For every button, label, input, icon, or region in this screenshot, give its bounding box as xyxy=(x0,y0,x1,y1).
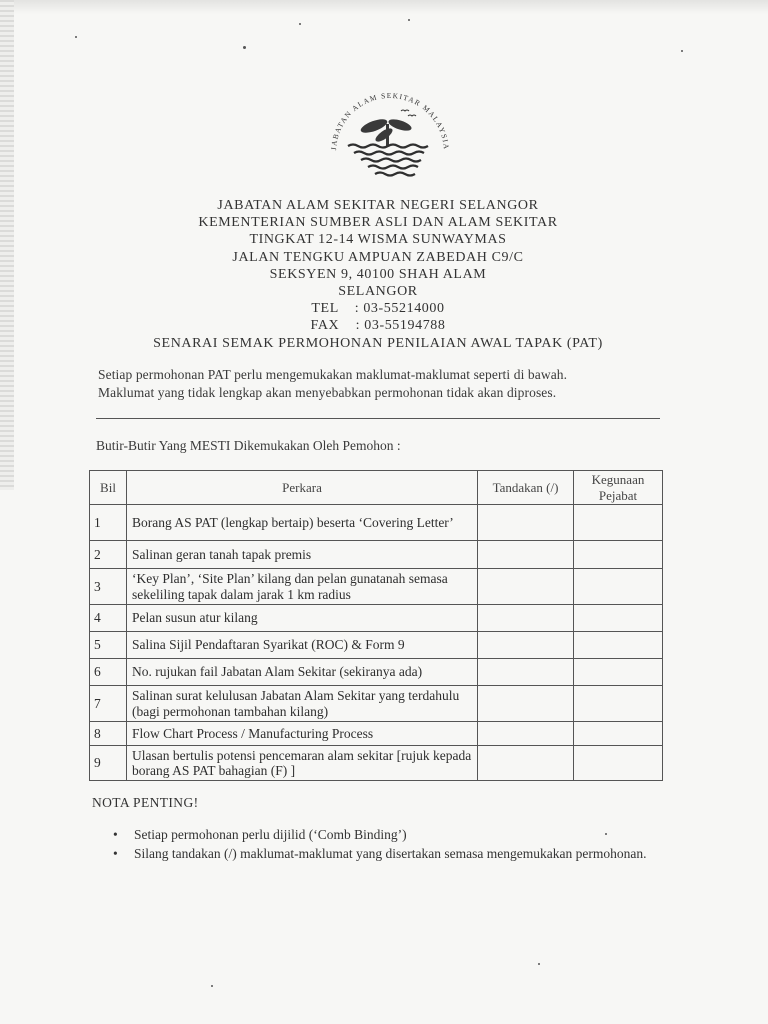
bullet-icon: • xyxy=(113,827,118,842)
table-row xyxy=(90,746,663,781)
header-line-state: SELANGOR xyxy=(338,284,418,300)
scan-speck xyxy=(211,985,213,987)
tick-cell[interactable] xyxy=(478,659,574,686)
row-item: Salinan geran tanah tapak premis xyxy=(127,541,478,569)
tick-cell[interactable] xyxy=(478,605,574,632)
intro-line-2: Maklumat yang tidak lengkap akan menyebabkan permohonan tidak akan diproses. xyxy=(98,385,557,400)
tick-cell[interactable] xyxy=(478,632,574,659)
row-number: 1 xyxy=(90,505,127,541)
divider-line xyxy=(96,418,660,419)
row-number: 4 xyxy=(90,605,127,632)
header-line-fax: FAX : 03-55194788 xyxy=(310,318,446,334)
list-item xyxy=(110,826,670,843)
row-number: 2 xyxy=(90,541,127,569)
note-text: Setiap permohonan perlu dijilid (‘Comb Binding’) xyxy=(134,827,407,842)
office-use-cell xyxy=(574,569,663,605)
scan-speck xyxy=(243,46,246,49)
tick-cell[interactable] xyxy=(478,569,574,605)
table-row xyxy=(90,659,663,686)
scan-edge-left xyxy=(0,0,14,490)
row-item: Borang AS PAT (lengkap bertaip) beserta ‘Covering Letter’ xyxy=(127,505,478,541)
header-line-building: TINGKAT 12-14 WISMA SUNWAYMAS xyxy=(249,232,507,248)
intro-paragraph xyxy=(98,366,698,402)
col-header-tandakan: Tandakan (/) xyxy=(478,471,574,505)
office-use-cell xyxy=(574,505,663,541)
header-line-postcode: SEKSYEN 9, 40100 SHAH ALAM xyxy=(269,266,487,282)
col-header-kegunaan-pejabat: Kegunaan Pejabat xyxy=(574,471,663,505)
tick-cell[interactable] xyxy=(478,722,574,746)
note-text: Silang tandakan (/) maklumat-maklumat yang disertakan semasa mengemukakan permohonan. xyxy=(134,846,647,861)
row-item: ‘Key Plan’, ‘Site Plan’ kilang dan pelan gunatanah semasa sekeliling tapak dalam jarak 1 km radius xyxy=(127,569,478,605)
tick-cell[interactable] xyxy=(478,746,574,781)
table-row xyxy=(90,569,663,605)
document-title: SENARAI SEMAK PERMOHONAN PENILAIAN AWAL TAPAK (PAT) xyxy=(153,335,603,351)
office-use-cell xyxy=(574,605,663,632)
row-item: Pelan susun atur kilang xyxy=(127,605,478,632)
table-row xyxy=(90,686,663,722)
scan-speck xyxy=(538,963,540,965)
row-number: 5 xyxy=(90,632,127,659)
scan-speck xyxy=(681,50,683,52)
table-row xyxy=(90,632,663,659)
office-use-cell xyxy=(574,746,663,781)
table-row xyxy=(90,605,663,632)
header-line-tel: TEL : 03-55214000 xyxy=(311,301,445,317)
table-header-row xyxy=(90,471,663,505)
row-item: Ulasan bertulis potensi pencemaran alam sekitar [rujuk kepada borang AS PAT bahagian (F) ] xyxy=(127,746,478,781)
table-row xyxy=(90,505,663,541)
scan-edge-top xyxy=(14,0,768,14)
office-use-cell xyxy=(574,541,663,569)
department-logo xyxy=(318,90,458,190)
header-line-street: JALAN TENGKU AMPUAN ZABEDAH C9/C xyxy=(232,249,524,265)
checklist-table xyxy=(89,470,663,781)
checklist-subheading: Butir-Butir Yang MESTI Dikemukakan Oleh Pemohon : xyxy=(96,438,401,453)
col-header-perkara: Perkara xyxy=(127,471,478,505)
row-number: 7 xyxy=(90,686,127,722)
row-item: Flow Chart Process / Manufacturing Process xyxy=(127,722,478,746)
scan-speck xyxy=(299,23,301,25)
table-row xyxy=(90,541,663,569)
col-header-bil: Bil xyxy=(90,471,127,505)
row-number: 6 xyxy=(90,659,127,686)
office-use-cell xyxy=(574,659,663,686)
tick-cell[interactable] xyxy=(478,686,574,722)
office-use-cell xyxy=(574,722,663,746)
intro-line-1: Setiap permohonan PAT perlu mengemukakan maklumat-maklumat seperti di bawah. xyxy=(98,367,568,382)
row-number: 3 xyxy=(90,569,127,605)
address-header xyxy=(100,197,656,352)
row-item: Salinan surat kelulusan Jabatan Alam Sekitar yang terdahulu (bagi permohonan tambahan kilang) xyxy=(127,686,478,722)
logo-arc-text: JABATAN ALAM SEKITAR MALAYSIA xyxy=(329,91,452,151)
scan-speck xyxy=(408,19,410,21)
bullet-icon: • xyxy=(113,846,118,861)
table-row xyxy=(90,722,663,746)
scan-speck xyxy=(75,36,77,38)
row-number: 8 xyxy=(90,722,127,746)
header-line-ministry: KEMENTERIAN SUMBER ASLI DAN ALAM SEKITAR xyxy=(198,215,558,231)
tick-cell[interactable] xyxy=(478,505,574,541)
header-line-department: JABATAN ALAM SEKITAR NEGERI SELANGOR xyxy=(217,198,539,213)
row-number: 9 xyxy=(90,746,127,781)
office-use-cell xyxy=(574,686,663,722)
list-item xyxy=(110,845,670,862)
important-notes-title: NOTA PENTING! xyxy=(92,795,199,810)
row-item: No. rujukan fail Jabatan Alam Sekitar (sekiranya ada) xyxy=(127,659,478,686)
row-item: Salina Sijil Pendaftaran Syarikat (ROC) & Form 9 xyxy=(127,632,478,659)
important-notes-list xyxy=(110,826,670,864)
office-use-cell xyxy=(574,632,663,659)
tick-cell[interactable] xyxy=(478,541,574,569)
